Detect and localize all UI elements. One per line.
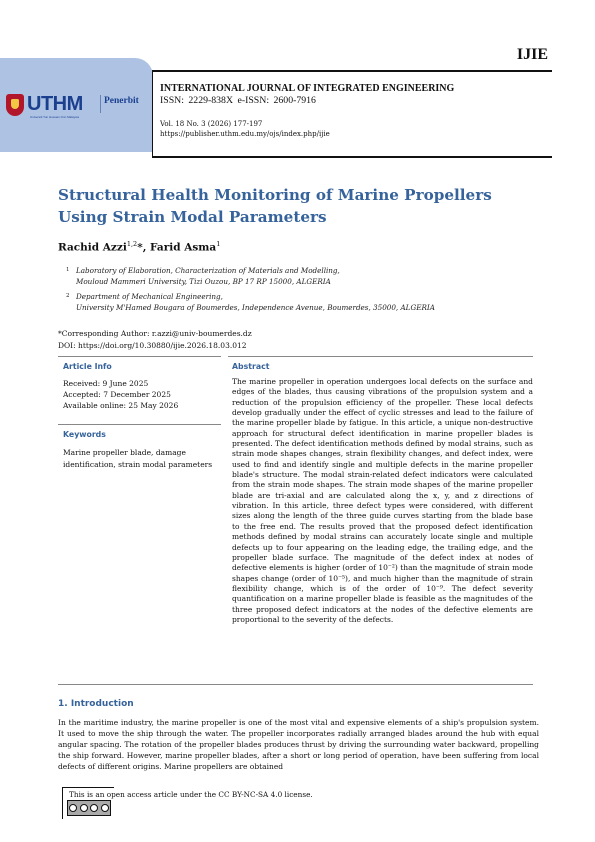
article-info-rule: [58, 356, 221, 357]
paper-title: Structural Health Monitoring of Marine Propellers Using Strain Modal Parameters: [58, 186, 492, 226]
abstract-text: The marine propeller in operation undergoes local defects on the surface and edges of the blades, thus causing vibrations of the propulsion system and a reduction of the propulsion efficiency of the propeller. These local defects develop gradually under the effect of cyclic stresses and lead to the failure of the marine propeller blade by fatigue. In this article, a unique non-destructive approach for structural defect identification in marine propeller blades is presented. The defect identification methods defined by modal strains, such as strain mode shapes changes, strain flexibility changes, and defect index, were used to find and identify single and multiple defects in the marine propeller blade's structure. The modal strain-related defect indicators were calculated from the strain mode shapes. The strain mode shapes of the marine propeller blade are tri-axial and are calculated along the x, y, and z directions of vibration. In this article, three defect types were considered, with different sizes along the length of the three guide curves starting from the blade base to the free end. The results proved that the proposed defect identification methods defined by modal strains can accurately locate single and multiple defects up to four appearing on the leading edge, the trailing edge, and the propeller blade surface. The magnitude of the defect index at nodes of defective elements is higher (order of 10⁻²) than the magnitude of strain mode shapes change (order of 10⁻⁵), and much higher than the magnitude of strain flexibility change, which is of the order of 10⁻⁹. The defect severity quantification on a marine propeller blade is feasible as the magnitudes of the three proposed defect indicators at the nodes of the defective elements are proportional to the severity of the defects.: [232, 377, 533, 624]
author-list: Rachid Azzi$^{1,2}$*, Farid Asma$^1$: [58, 240, 221, 254]
license-text: This is an open access article under the CC BY-NC-SA 4.0 license.: [69, 790, 313, 799]
cc-by-nc-sa-badge-icon[interactable]: [67, 800, 111, 816]
corresponding-mark: *: [137, 241, 143, 254]
header-left-rule: [152, 70, 153, 158]
keywords-rule: [58, 424, 221, 425]
article-info-heading: Article Info: [63, 362, 112, 371]
introduction-text: In the maritime industry, the marine propeller is one of the most vital and expensive elements of a ship's propulsion system. It used to move the ship through the water. The propeller incorporates radially arranged blades around the hub with equal angular spacing. The rotation of the propeller blades produces thrust by driving the surrounding water backward, propelling the ship forward. However, marine propeller blades, after a short or long period of operation, have been suffering from local defects of different origins. Marine propellers are obtained: [58, 718, 539, 772]
author-affiliation-sup: 1,2: [126, 240, 138, 248]
affiliation-number: 1: [66, 267, 70, 273]
abstract-heading: Abstract: [232, 362, 270, 371]
volume-line: Vol. 18 No. 3 (2026) 177-197: [160, 120, 263, 128]
corresponding-author[interactable]: *Corresponding Author: r.azzi@univ-boumerdes.dz: [58, 329, 252, 338]
doi-link[interactable]: DOI: https://doi.org/10.30880/ijie.2026.18.03.012: [58, 341, 247, 350]
affiliation-line: Department of Mechanical Engineering,: [76, 292, 223, 301]
abstract-bottom-rule: [58, 684, 533, 685]
introduction-heading: 1. Introduction: [58, 699, 134, 709]
affiliation-line: Mouloud Mammeri University, Tizi Ouzou, BP 17 RP 15000, ALGERIA: [76, 277, 331, 286]
university-crest-icon: [6, 94, 24, 116]
author-name: Rachid Azzi: [58, 241, 127, 254]
accepted-date: Accepted: 7 December 2025: [63, 390, 171, 399]
abstract-rule: [228, 356, 533, 357]
received-date: Received: 9 June 2025: [63, 379, 149, 388]
author-name: Farid Asma: [150, 241, 217, 254]
journal-code: IJIE: [516, 46, 548, 63]
logo-subtitle: Universiti Tun Hussein Onn Malaysia: [30, 115, 80, 119]
license-frame: [62, 787, 114, 788]
available-date: Available online: 25 May 2026: [63, 401, 179, 410]
journal-url[interactable]: https://publisher.uthm.edu.my/ojs/index.php/ijie: [160, 130, 330, 138]
header-bottom-rule: [152, 156, 552, 158]
affiliation-number: 2: [66, 293, 70, 299]
logo-name: UTHM: [27, 93, 83, 115]
publisher-name: Penerbit: [104, 96, 139, 106]
author-affiliation-sup: 1: [216, 240, 221, 248]
keywords-heading: Keywords: [63, 430, 106, 439]
license-frame: [62, 787, 63, 819]
article-dates: [63, 378, 178, 411]
keywords-text: Marine propeller blade, damage identification, strain modal parameters: [63, 448, 213, 469]
affiliation-line: University M'Hamed Bougara of Boumerdes, Independence Avenue, Boumerdes, 35000, ALGERIA: [76, 303, 435, 312]
uthm-logo: [6, 93, 83, 116]
affiliation-line: Laboratory of Elaboration, Characterization of Materials and Modelling,: [76, 266, 340, 275]
journal-title: INTERNATIONAL JOURNAL OF INTEGRATED ENGINEERING: [160, 83, 455, 94]
header-top-rule: [152, 70, 552, 72]
issn-line: ISSN: 2229-838X e-ISSN: 2600-7916: [160, 95, 316, 106]
logo-divider: [100, 95, 101, 113]
